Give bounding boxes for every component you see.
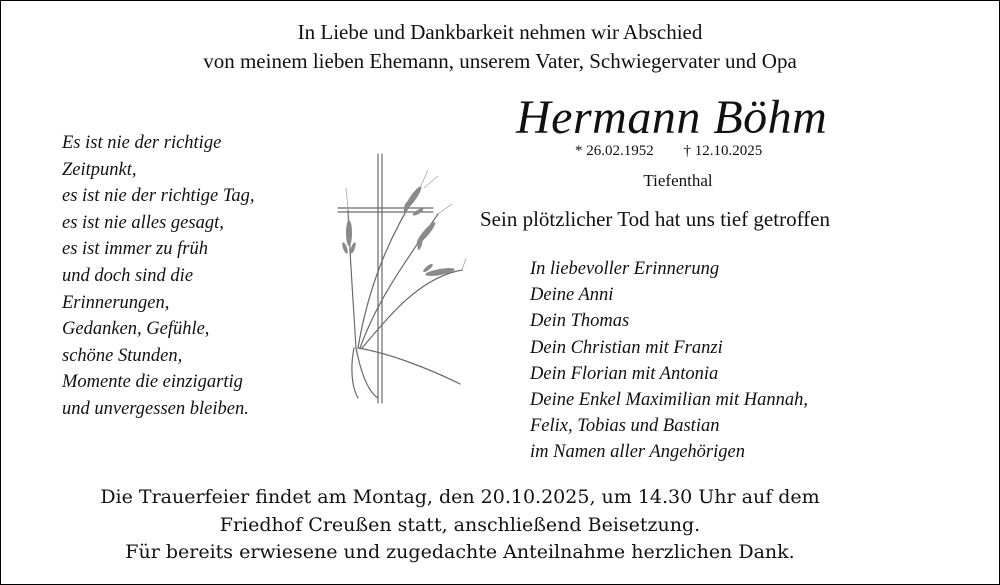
poem-line: Erinnerungen,: [62, 292, 170, 313]
birth-date: * 26.02.1952: [575, 143, 654, 159]
poem-line: Es ist nie der richtige: [62, 133, 222, 153]
deceased-name: Hermann Böhm: [516, 91, 828, 144]
intro-line-1: In Liebe und Dankbarkeit nehmen wir Abschied: [297, 20, 703, 44]
poem-line: und unvergessen bleiben.: [62, 398, 249, 419]
poem-line: es ist immer zu früh: [62, 239, 208, 260]
poem-line: es ist nie alles gesagt,: [62, 212, 224, 233]
mourner-line: Felix, Tobias und Bastian: [530, 416, 720, 437]
mourner-line: Deine Anni: [530, 285, 614, 306]
mourner-line: Dein Thomas: [530, 311, 630, 332]
mourner-line: im Namen aller Angehörigen: [530, 442, 745, 463]
poem: [62, 130, 255, 423]
cross-with-wheat-icon: [328, 148, 468, 412]
headline: Sein plötzlicher Tod hat uns tief getroffen: [480, 207, 830, 231]
poem-line: schöne Stunden,: [62, 345, 183, 366]
mourner-line: Deine Enkel Maximilian mit Hannah,: [530, 390, 808, 411]
mourner-line: In liebevoller Erinnerung: [530, 259, 720, 279]
mourner-line: Dein Christian mit Franzi: [530, 337, 723, 358]
poem-line: Zeitpunkt,: [62, 159, 137, 180]
funeral-info: [0, 484, 920, 567]
hometown: Tiefenthal: [643, 171, 713, 190]
death-date: † 12.10.2025: [683, 143, 763, 159]
poem-line: Gedanken, Gefühle,: [62, 319, 210, 340]
life-dates: [575, 143, 762, 160]
poem-line: es ist nie der richtige Tag,: [62, 186, 255, 207]
mourners-list: [530, 256, 808, 466]
poem-line: und doch sind die: [62, 265, 194, 286]
poem-line: Momente die einzigartig: [62, 372, 243, 393]
footer-line-2: Friedhof Creußen statt, anschließend Beisetzung.: [219, 513, 701, 536]
footer-line-1: Die Trauerfeier findet am Montag, den 20.10.2025, um 14.30 Uhr auf dem: [100, 486, 820, 508]
intro-line-2: von meinem lieben Ehemann, unserem Vater, Schwiegervater und Opa: [203, 49, 797, 73]
footer-line-3: Für bereits erwiesene und zugedachte Anteilnahme herzlichen Dank.: [125, 541, 795, 563]
mourner-line: Dein Florian mit Antonia: [530, 363, 719, 384]
intro-text: [0, 18, 1000, 76]
